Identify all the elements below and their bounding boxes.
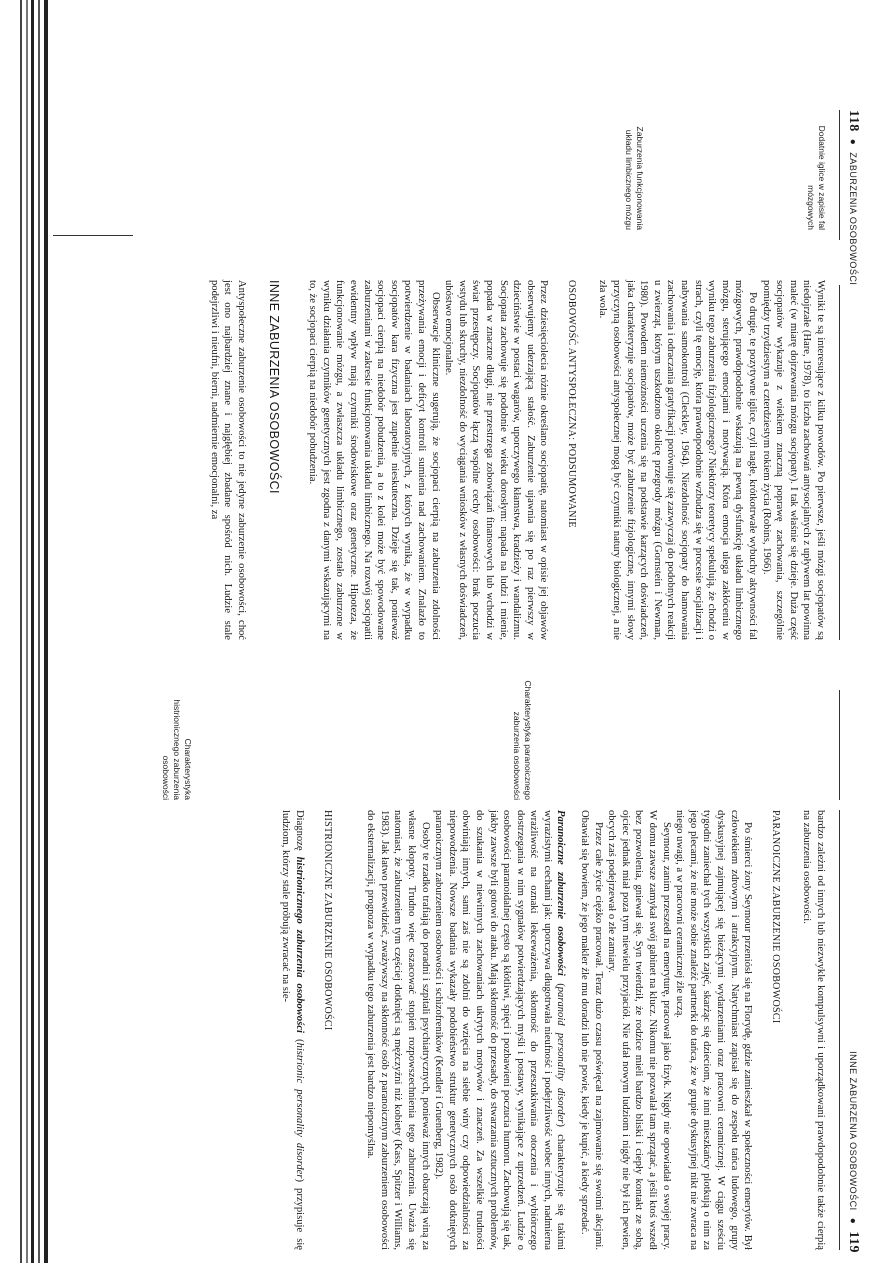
definition-text: charakteryzuje się takimi wyrazistymi cechami jak: uporczywa długotrwała nieufność i podejrzliwość wobec innych, nadmierna wrażliwość na oznaki lekceważenia, skłonność do przeszukiwania otoczenia i wybiórczego dostrzegania w nim sygnałów potwierdzających myśli i postawy, wynikające z uprzedzeń. Ludzie o osobowości paranoidalnej często są kłótliwi, spięci i pozbawieni poczucia humoru. Zachowują się tak, jakby zawsze byli gotowi do ataku. Mają skłonność do przesady, do stwarzania sztucznych problemów, do szukania w niewinnych zachowaniach ukrytych motywów i znaczeń. Za wszelkie trudności obwiniają innych, sami zaś nie są zdolni do wzięcia na siebie winy czy odpowiedzialności za niepowodzenia. Nowsze badania wykazały podobieństwo struktur genetycznych osób dotkniętych paranoicznym zaburzeniem osobowości i schizofreników (Kendler i Gruenberg, 1982). [433,810,567,1251]
left-body [207,280,827,640]
running-head-left [845,110,861,285]
running-head-right [845,1051,861,1253]
page-119 [0,680,893,1263]
margin-note-histrionic: Charakterystyka histrionicznego zaburzenia osobowości [161,699,193,800]
header-rule [839,690,840,800]
gutter-mark [53,235,133,236]
section-heading: OSOBOWOŚĆ ANTYSPOŁECZNA: PODSUMOWANIE [565,280,577,528]
english-term: histrionic personality disorder [294,1042,305,1179]
defined-term: Paranoiczne zaburzenie osobowości [555,810,567,976]
header-rule-body [839,810,840,1250]
case-paragraph: Po śmierci żony Seymour przeniósł się na Florydę, gdzie zamieszkał w społeczności emerytów. Był człowiekiem zdrowym i atrakcyjnym. Natychmiast zapisał się do zespołu tańca ludowego, grupy dyskusyjnej zajmującej się bieżącymi wydarzeniami oraz pracowni ceramicznej. W ciągu sześciu tygodni zaniechał tych wszystkich zajęć, skarżąc się dzieciom, że inni mieszkańcy plotkują o nim za jego plecami, że nie może sobie znaleźć partnerki do tańca, że w grupie dyskusyjnej nikt nie zwraca na niego uwagi, a w pracowni ceramicznej źle uczą. [674,810,754,1250]
margin-note-paranoid: Charakterystyka paranoicznego zaburzenia osobowości [512,680,533,800]
margin-note-limbic: Zaburzenia funkcjonowania układu limbicznego mózgu [624,126,645,230]
page-118 [0,110,893,650]
bullet-icon: ● [847,138,858,146]
case-paragraph: Przez całe życie ciężko pracował. Teraz dużo czasu poświęcał na zajmowanie się swoimi akcjami. Obawiał się bowiem, że jego makler źle mu doradzi lub nie powie, kiedy je kupić, a kiedy sprzedać. [579,810,604,1250]
bullet-icon: ● [847,1217,858,1225]
definition-paragraph: Paranoiczne zaburzenie osobowości (paranoid personality disorder) charakteryzuje się takimi wyrazistymi cechami jak: uporczywa długotrwała nieufność i podejrzliwość wobec innych, nadmierna wrażliwość na oznaki lekceważenia, skłonność do przeszukiwania otoczenia i wybiórczego dostrzegania w nim sygnałów potwierdzających myśli i postawy, wynikające z uprzedzeń. Ludzie o osobowości paranoidalnej często są kłótliwi, spięci i pozbawieni poczucia humoru. Zachowują się tak, jakby zawsze byli gotowi do ataku. Mają skłonność do przesady, do stwarzania sztucznych problemów, do szukania w niewinnych zachowaniach ukrytych motywów i znaczeń. Za wszelkie trudności obwiniają innych, sami zaś nie są zdolni do wzięcia na siebie winy czy odpowiedzialności za niepowodzenia. Nowsze badania wykazały podobieństwo struktur genetycznych osób dotkniętych paranoicznym zaburzeniem osobowości i schizofreników (Kendler i Gruenberg, 1982). [433,810,567,1251]
paragraph: bardzo zależni od innych lub niezwykle kompulsywni i uporządkowani prawdopodobnie także cierpią na zaburzenia osobowości. [801,810,826,1250]
header-rule-body [839,285,840,640]
page-number: 119 [846,1231,861,1253]
definition-text: przypisuje się ludziom, którzy stale próbują zwracać na sie- [280,810,305,1250]
margin-note-brain-spikes: Dodatnie iglice w zapisie fal mózgowych [806,125,827,230]
paragraph: Obserwacje kliniczne sugerują, że socjopaci cierpią na zaburzenia zdolności przeżywania emocji i deficyt kontroli sumienia nad zachowaniem. Znalazło to potwierdzenie w badaniach laboratoryjnych, z których wynika, że w wypadku socjopatów kara fizyczna jest zupełnie nieskuteczna. Dzieje się tak, ponieważ socjopaci cierpią na niedobór pobudzenia, a to z kolei może być spowodowane zaburzeniami w zakresie funkcjonowania układu limbicznego. Na rozwój socjopatii ewidentny wpływ mają czynniki środowiskowe oraz genetyczne. Hipoteza, że funkcjonowanie mózgu, a zwłaszcza układu limbicznego, zostało zaburzone w wyniku działania czynników genetycznych jest zgodna z danymi wskazującymi na to, że socjopaci cierpią na niedobór pobudzenia. [307,280,441,640]
english-term: paranoid personality disorder [555,986,567,1124]
paragraph: Osoby te rzadko trafiają do poradni i szpitali psychiatrycznych, ponieważ innych obarczają winą za własne kłopoty. Trudno więc oszacować stopień rozpowszechnienia tego zaburzenia. Uważa się natomiast, że zaburzeniem tym częściej dotknięci są mężczyźni niż kobiety (Kass, Spitzer i Williams, 1983). Jak łatwo przewidzieć, zważywszy na skłonność osób z paranoicznym zaburzeniem osobowości do eksternalizacji, prognoza w wypadku tego zaburzenia jest bardzo niepomyślna. [365,810,431,1250]
page-number: 118 [846,110,861,132]
definition-paragraph: Diagnozę histrionicznego zaburzenia osobowości (histrionic personality disorder) przypisuje się ludziom, którzy stale próbują zwracać na sie- [280,810,305,1250]
paragraph: Po drugie, te pozytywne iglice, czyli nagłe, krótkotrwałe wybuchy aktywności fal mózgowych, prawdopodobnie wskazują na pewną dysfunkcję układu limbicznego mózgu, sterującego emocjami i motywacją. Która emocja ulega zakłóceniu w wyniku tego zaburzenia fizjologicznego? Niektórzy teoretycy spekulują, że chodzi o strach, czyli tę emocję, która prawdopodobnie wzbudza się w procesie socjalizacji i nabywania samokontroli (Cleckley, 1964). Niezdolność socjopaty do hamowania zachowania i odraczania gratyfikacji porównuje się zazwyczaj do podobnych reakcji u zwierząt, którym uszkodzono okolicę przegrody mózgu (Gornstein i Newman, 1980). Powodem niemożności uczenia się na podstawie karzących doświadczeń, jaka charakteryzuje socjopatów, może być zaburzenie fizjologiczne, innymi słowy przyczyną osobowości antyspołecznej mogą być czynniki natury biologicznej, a nie zła wola. [597,280,759,640]
chapter-heading: INNE ZABURZENIA OSOBOWOŚCI [266,280,281,494]
section-heading-histrionic: HISTRIONICZNE ZABURZENIE OSOBOWOŚCI [321,810,333,1031]
paragraph: Wyniki te są interesujące z kilku powodów. Po pierwsze, jeśli mózgi socjopatów są niedojrzałe (Hare, 1978), to liczba zachowań antysocjalnych z upływem lat powinna maleć (w miarę dojrzewania mózgu socjopaty). I tak właśnie się dzieje. Duża część socjopatów wykazuje z wiekiem znaczną poprawę zachowania, szczególnie pomiędzy trzydziestym a czterdziestym rokiem życia (Robins, 1966). [760,280,826,640]
header-rule [839,110,840,240]
running-head-title: INNE ZABURZENIA OSOBOWOŚCI [848,1051,858,1211]
right-body [279,810,827,1250]
section-heading-paranoid: PARANOICZNE ZABURZENIE OSOBOWOŚCI [769,810,781,1024]
running-head-title: ZABURZENIA OSOBOWOŚCI [848,152,858,286]
paragraph: Przez dziesięciolecia różnie określano socjopatię, natomiast w opisie jej objawów obserwujemy uderzającą stałość. Zaburzenie ujawnia się po raz pierwszy w dzieciństwie w postaci wagarów, uporczywego kłamstwa, kradzieży i wandalizmu. Socjopata zachowuje się podobnie w wieku dorosłym: napada na ludzi i mienie, popada w znaczne długi, nie przestrzega zobowiązań finansowych lub wchodzi w świat przestępczy. Socjopatów łączą wspólne cechy osobowości: brak poczucia wstydu lub skruchy, niezdolność do wyciągania wniosków z własnych doświadczeń, ubóstwo emocjonalne. [443,280,550,640]
defined-term: histrionicznego zaburzenia osobowości [294,856,305,1033]
paragraph: Antyspołeczne zaburzenie osobowości to nie jedyne zaburzenie osobowości, choć jest ono najbardziej znane i najgłębiej zbadane spośród nich. Ludzie stale podejrzliwi i nieufni, bierni, nadmiernie emocjonalni, za [208,280,248,640]
lead-word: Diagnozę [294,810,305,851]
case-paragraph: Seymour, zanim przeszedł na emeryturę, pracował jako fizyk. Nigdy nie opowiadał o swojej pracy. W domu zawsze zamykał swój gabinet na klucz. Nikomu nie pozwalał tam sprzątać, a jeśli ktoś wszedł bez pozwolenia, gniewał się. Syn twierdził, że rodzice mieli bardzo bliski i ciepły kontakt ze sobą, ojciec jednak miał poza tym niewielu przyjaciół. Nie ufał nowym ludziom i nigdy nie był ich pewien, obcych zaś podejrzewał o złe zamiary. [606,810,672,1250]
